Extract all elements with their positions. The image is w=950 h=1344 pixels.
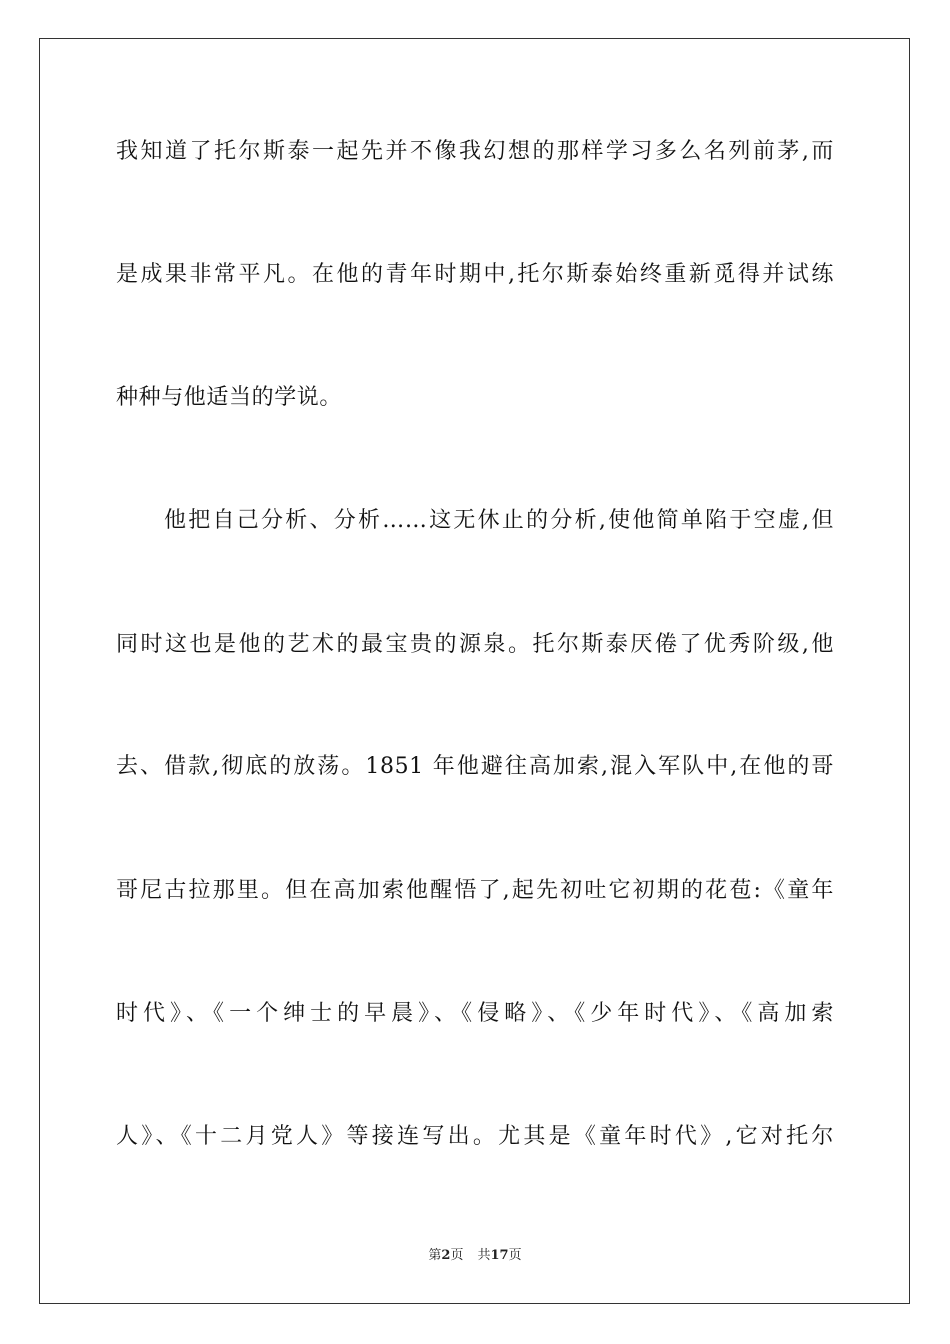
- body-text-line-5: 同时这也是他的艺术的最宝贵的源泉。托尔斯泰厌倦了优秀阶级,他: [116, 632, 834, 657]
- page-prefix: 第: [428, 1248, 442, 1263]
- body-text-line-1: 我知道了托尔斯泰一起先并不像我幻想的那样学习多么名列前茅,而: [116, 139, 834, 164]
- body-text-line-3: 种种与他适当的学说。: [116, 385, 343, 410]
- page-total: 17: [490, 1248, 509, 1263]
- body-text-line-4: 他把自己分析、分析……这无休止的分析,使他简单陷于空虚,但: [164, 508, 834, 533]
- page-current: 2: [441, 1248, 451, 1263]
- body-text-line-9: 人》、《十二月党人》等接连写出。尤其是《童年时代》,它对托尔: [116, 1124, 834, 1149]
- page-footer: [0, 1247, 950, 1265]
- total-unit: 页: [508, 1248, 522, 1263]
- page-unit: 页: [450, 1248, 464, 1263]
- body-text-line-7: 哥尼古拉那里。但在高加索他醒悟了,起先初吐它初期的花苞:《童年: [116, 878, 834, 903]
- body-text-line-6: 去、借款,彻底的放荡。1851 年他避往高加索,混入军队中,在他的哥: [116, 754, 834, 779]
- body-text-line-2: 是成果非常平凡。在他的青年时期中,托尔斯泰始终重新觅得并试练: [116, 262, 834, 287]
- total-prefix: 共: [477, 1248, 491, 1263]
- page-border: [39, 38, 910, 1304]
- body-text-line-8: 时代》、《一个绅士的早晨》、《侵略》、《少年时代》、《高加索: [116, 1001, 834, 1026]
